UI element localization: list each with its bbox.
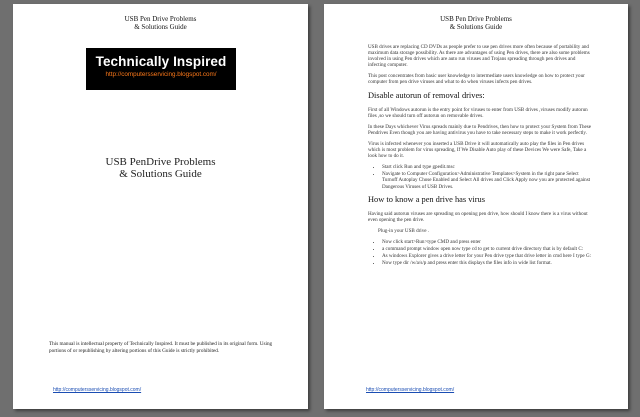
section-heading-virus-check: How to know a pen drive has virus bbox=[368, 194, 485, 204]
section2-paragraph-1: Having said autorun viruses are spreading on opening pen drive, how should I know there is a virus without even opening the pen drive. bbox=[368, 210, 588, 223]
intro-paragraph-1: USB drives are replacing CD DVDs as people prefer to use pen drives more often because of portability and maximum data storage possibility. As there are advantages of using Pen drives, there are also some problems involved in using Pen drives which are auto run viruses and Trojans spreading through pen drives and infecting computer. bbox=[368, 44, 590, 69]
document-title bbox=[13, 156, 308, 180]
logo-title: Technically Inspired bbox=[95, 54, 227, 69]
section2-paragraph-2: Plug-in your USB drive . bbox=[378, 227, 430, 234]
section1-paragraph-1: First of all Windows autorun is the entry point for viruses to enter from USB drives ,viruses modify autorun files ,so we should turn off autorun on removable drives. bbox=[368, 106, 588, 119]
page-body bbox=[368, 44, 592, 271]
header-line-2: & Solutions Guide bbox=[134, 23, 187, 31]
page-header bbox=[324, 15, 628, 31]
logo-url: http://computersservicing.blogspot.com/ bbox=[105, 71, 217, 78]
title-line-1: USB PenDrive Problems bbox=[105, 156, 216, 168]
footer-link[interactable]: http://computersservicing.blogspot.com/ bbox=[366, 387, 455, 393]
list-item: • Now type dir /w/a/s/p and press enter this displays the files info in wide list format. bbox=[382, 260, 592, 266]
list-item: • Start click Run and type gpedit.msc bbox=[382, 164, 592, 170]
section1-paragraph-3: Virus is infected whenever you inserted a USB Drive it will automatically auto play the files in Pen drives which is most problem for virus spreading, If We Disable Auto play of these Devices We were Safe, Take a look how to do it. bbox=[368, 140, 587, 160]
page-left bbox=[13, 4, 308, 409]
section1-paragraph-2: In these Days whichever Virus spreads mainly due to Pendrives, then how to protect your System from These Pendrives Even though you are having antivirus you have to take necessary steps to make it work perfectly. bbox=[368, 123, 592, 136]
list-item: • Navigate to Computer Configuration>Administrative Templates>System in the right pane Select Turnoff Autoplay Chose Enabled and Select All drives and Click Apply now you are protected against Dangerous Viruses of USB Drives. bbox=[382, 171, 592, 189]
list-item: • Now click start>Run>type CMD and press enter bbox=[382, 239, 592, 245]
header-line-2: & Solutions Guide bbox=[449, 23, 503, 31]
list-item: • As windows Explorer gives a drive letter for your Pen drive type that drive letter in cmd here I type G: bbox=[382, 253, 592, 259]
section2-steps-list bbox=[368, 239, 592, 266]
copyright-notice: This manual is intellectual property of Technically Inspired. It must be published in its original form. Using portions of or republishing by altering portions of this Guide is strictly prohibited. bbox=[49, 341, 273, 354]
header-line-1: USB Pen Drive Problems bbox=[124, 15, 197, 23]
intro-paragraph-2: This post concentrates from basic user knowledge to intermediate users knowledge on how to protect your computer from pen drive viruses and what to do when viruses infects pen drives. bbox=[368, 73, 585, 86]
page-right bbox=[324, 4, 628, 409]
technically-inspired-logo bbox=[86, 48, 236, 90]
footer-link[interactable]: http://computersservicing.blogspot.com/ bbox=[53, 387, 142, 393]
page-header bbox=[13, 15, 308, 31]
title-line-2: & Solutions Guide bbox=[119, 168, 202, 180]
section-heading-autorun: Disable autorun of removal drives: bbox=[368, 90, 485, 100]
header-line-1: USB Pen Drive Problems bbox=[440, 15, 512, 23]
list-item: • a command prompt window open now type cd to get to current drive directory that is by default C: bbox=[382, 246, 592, 252]
section1-steps-list bbox=[368, 164, 592, 189]
